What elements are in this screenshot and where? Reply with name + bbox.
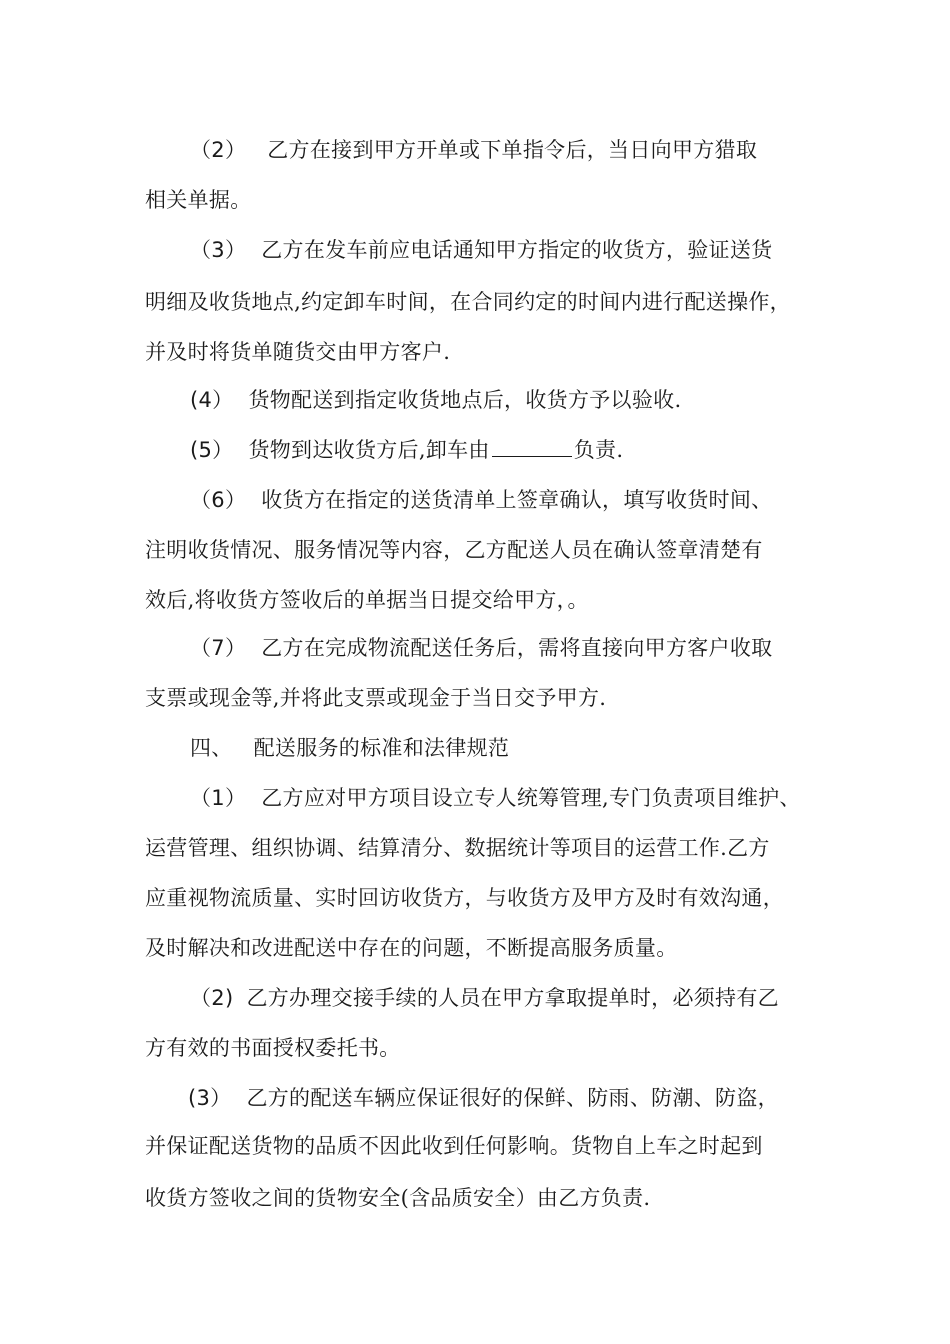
section-4-heading [190, 734, 509, 762]
paragraph-7-line-1 [190, 634, 772, 662]
standard-2-line-2: 方有效的书面授权委托书。 [145, 1036, 401, 1060]
paragraph-6-line-2: 注明收货情况、服务情况等内容，乙方配送人员在确认签章清楚有 [145, 538, 763, 562]
item-text: 货物到达收货方后,卸车由 [248, 438, 490, 462]
paragraph-3-line-3: 并及时将货单随货交由甲方客户. [145, 340, 451, 364]
standard-3-line-3: 收货方签收之间的货物安全(含品质安全）由乙方负责. [145, 1186, 651, 1210]
section-title: 配送服务的标准和法律规范 [253, 736, 510, 760]
paragraph-6-line-1 [190, 486, 772, 514]
standard-1-line-2: 运营管理、组织协调、结算清分、数据统计等项目的运营工作.乙方 [145, 836, 770, 860]
standard-1-line-3: 应重视物流质量、实时回访收货方，与收货方及甲方及时有效沟通， [145, 886, 784, 910]
item-number: （1） [190, 786, 247, 810]
item-text: 货物配送到指定收货地点后，收货方予以验收. [248, 388, 682, 412]
item-text: 收货方在指定的送货清单上签章确认，填写收货时间、 [261, 488, 773, 512]
item-number: (5） [190, 438, 234, 462]
standard-2-line-1 [190, 984, 779, 1012]
item-text: 乙方在发车前应电话通知甲方指定的收货方，验证送货 [261, 238, 773, 262]
item-text: 乙方办理交接手续的人员在甲方拿取提单时，必须持有乙 [246, 986, 779, 1010]
paragraph-4 [190, 386, 681, 414]
paragraph-3-line-2: 明细及收货地点,约定卸车时间，在合同约定的时间内进行配送操作， [145, 290, 791, 314]
standard-3-line-2: 并保证配送货物的品质不因此收到任何影响。货物自上车之时起到 [145, 1134, 763, 1158]
item-number: （3） [190, 238, 247, 262]
paragraph-3-line-1 [190, 236, 772, 264]
paragraph-5 [190, 436, 623, 464]
standard-1-line-1 [190, 784, 801, 812]
item-number: (4） [190, 388, 234, 412]
item-number: (3） [188, 1086, 232, 1110]
standard-3-line-1 [188, 1084, 779, 1112]
paragraph-2-line-2: 相关单据。 [145, 188, 252, 212]
item-text: 乙方的配送车辆应保证很好的保鲜、防雨、防潮、防盗， [246, 1086, 779, 1110]
paragraph-2-line-1 [190, 136, 757, 164]
item-number: （2) [190, 986, 234, 1010]
paragraph-7-line-2: 支票或现金等,并将此支票或现金于当日交予甲方. [145, 686, 607, 710]
item-text: 乙方应对甲方项目设立专人统筹管理,专门负责项目维护、 [261, 786, 801, 810]
item-number: （2） [190, 138, 247, 162]
section-number: 四、 [190, 736, 233, 760]
item-text: 乙方在完成物流配送任务后，需将直接向甲方客户收取 [261, 636, 773, 660]
item-number: （7） [190, 636, 247, 660]
fill-in-blank [492, 436, 572, 457]
item-text: 乙方在接到甲方开单或下单指令后，当日向甲方猎取 [267, 138, 758, 162]
paragraph-6-line-3: 效后,将收货方签收后的单据当日提交给甲方，。 [145, 588, 589, 612]
standard-1-line-4: 及时解决和改进配送中存在的问题，不断提高服务质量。 [145, 936, 678, 960]
item-text-after: 负责. [573, 438, 624, 462]
item-number: （6） [190, 488, 247, 512]
